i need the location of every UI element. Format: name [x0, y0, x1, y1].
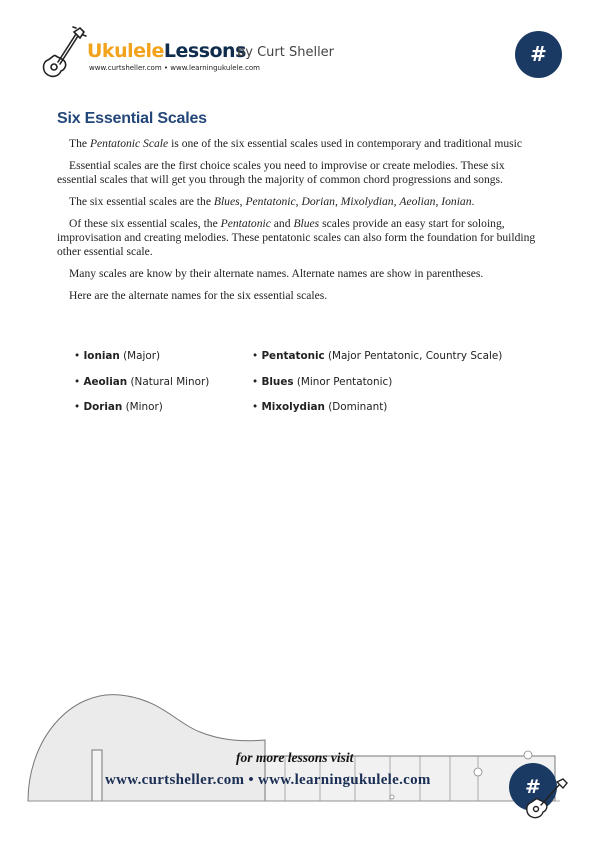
footer-hash-badge: # — [509, 763, 557, 811]
hash-badge: # — [515, 31, 562, 78]
header-urls[interactable]: www.curtsheller.com • www.learningukulele.com — [89, 64, 260, 72]
paragraph-intro: The Pentatonic Scale is one of the six essential scales used in contemporary and traditional music — [69, 137, 523, 150]
paragraph-list-intro: Here are the alternate names for the six essential scales. — [69, 289, 328, 302]
footer-urls: www.curtsheller.com • www.learningukulele.com — [105, 772, 431, 788]
footer-link-curtsheller[interactable]: www.curtsheller.com — [105, 772, 245, 788]
list-item: • Aeolian (Natural Minor) — [74, 376, 210, 388]
footer-ukulele-icon — [524, 775, 570, 821]
list-item: • Ionian (Major) — [74, 350, 161, 362]
page-title: Six Essential Scales — [57, 110, 207, 127]
paragraph-pentatonic-blues: Of these six essential scales, the Pentatonic and Blues scales provide an easy start for soloing, improvisation and creating melodies. These pentatonic scales can also form the foundation for building other essential scale. — [57, 217, 536, 258]
list-item: • Dorian (Minor) — [74, 401, 163, 413]
brand-ukulele: Ukulele — [87, 40, 164, 62]
body-text — [57, 137, 540, 311]
list-item: • Mixolydian (Dominant) — [252, 401, 388, 413]
footer-lead-text: for more lessons visit — [236, 750, 354, 765]
paragraph-essential: Essential scales are the first choice scales you need to improvise or create melodies. These six essential scales that will get you through the majority of common chord progressions and songs. — [57, 159, 505, 186]
ukulele-icon — [40, 24, 88, 80]
footer-link-learningukulele[interactable]: www.learningukulele.com — [257, 772, 431, 788]
brand-name — [87, 40, 246, 62]
brand-author: by Curt Sheller — [237, 45, 335, 60]
header-logo — [40, 24, 340, 80]
list-item: • Blues (Minor Pentatonic) — [252, 376, 393, 388]
brand-lessons: Lessons — [163, 40, 246, 62]
list-item: • Pentatonic (Major Pentatonic, Country Scale) — [252, 350, 503, 362]
paragraph-alternate-names: Many scales are know by their alternate names. Alternate names are show in parentheses. — [69, 267, 484, 280]
paragraph-scale-list: The six essential scales are the Blues, Pentatonic, Dorian, Mixolydian, Aeolian, Ionian. — [69, 195, 475, 208]
